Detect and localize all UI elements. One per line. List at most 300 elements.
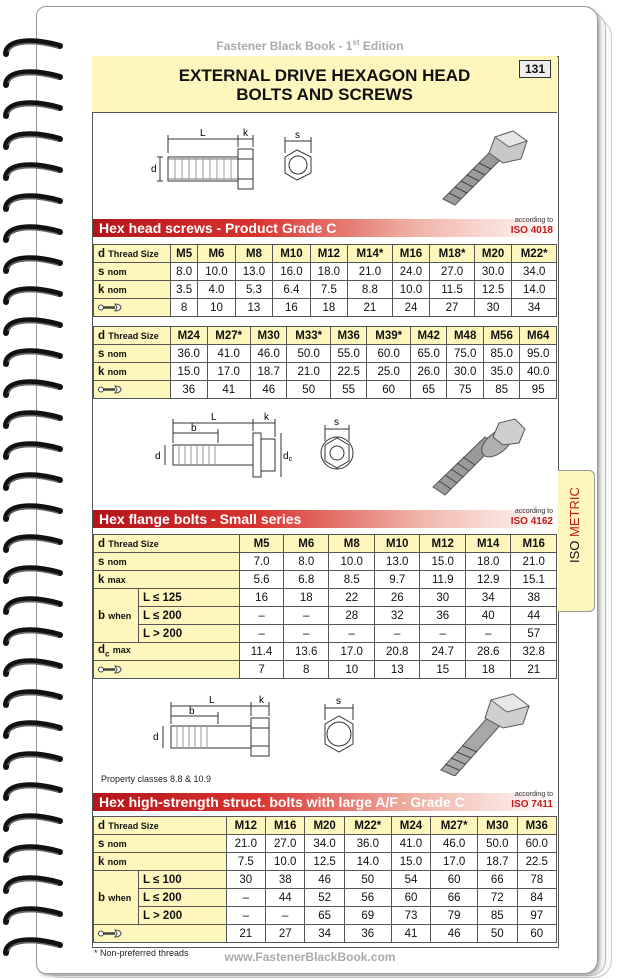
table-cell: 18.0: [310, 263, 347, 281]
diameter-label: d: [151, 164, 157, 175]
flange-bolt-illustration: [433, 419, 525, 495]
coil-ring: [2, 687, 58, 709]
table-cell: M18*: [430, 245, 475, 263]
table-cell: 12.5: [305, 853, 344, 871]
standard-reference: according to ISO 7411: [511, 791, 553, 810]
flange-bolt-drawing: [93, 403, 557, 506]
table-cell: M64: [520, 327, 557, 345]
table-cell: 8.8: [348, 281, 393, 299]
table-cell: –: [420, 625, 466, 643]
table-cell: 18: [310, 299, 347, 317]
table-cell: 75: [447, 381, 484, 399]
table-cell: 11.4: [240, 643, 284, 661]
row-label: s nom: [94, 553, 240, 571]
table-cell: 22.5: [517, 853, 556, 871]
coil-ring: [2, 873, 58, 895]
wrench-icon: [98, 385, 122, 394]
page-header: [92, 56, 557, 113]
column-header-label: d Thread Size: [94, 817, 227, 835]
table-cell: M12: [420, 535, 466, 553]
coil-ring: [2, 67, 58, 89]
length-label: L: [200, 128, 206, 139]
structural-bolt-illustration: [441, 694, 529, 776]
head-height-label: k: [259, 695, 264, 706]
table-cell: 30.0: [447, 363, 484, 381]
row-label: s nom: [94, 835, 227, 853]
coil-ring: [2, 594, 58, 616]
table-cell: M39*: [367, 327, 410, 345]
row-label: s nom: [94, 263, 171, 281]
table-cell: 95: [520, 381, 557, 399]
hex-screw-drawing: [93, 113, 557, 216]
coil-ring: [2, 160, 58, 182]
table-cell: M10: [273, 245, 310, 263]
length-condition: L ≤ 200: [139, 607, 240, 625]
table-cell: –: [329, 625, 375, 643]
table-cell: 55: [330, 381, 367, 399]
table-cell: 8.5: [329, 571, 375, 589]
table-cell: 60: [391, 889, 430, 907]
flange-bolt-table: [93, 534, 557, 679]
table-cell: 34: [465, 589, 511, 607]
length-condition: L > 200: [139, 625, 240, 643]
coil-ring: [2, 191, 58, 213]
column-header-label: d Thread Size: [94, 535, 240, 553]
table-row: [94, 889, 557, 907]
table-cell: 27.0: [430, 263, 475, 281]
section-title: Hex head screws - Product Grade C: [99, 220, 337, 236]
table-cell: 16.0: [273, 263, 310, 281]
table-cell: –: [266, 907, 305, 925]
table-row: [94, 571, 557, 589]
table-cell: 34: [305, 925, 344, 943]
table-cell: 27.0: [266, 835, 305, 853]
table-cell: 14.0: [512, 281, 557, 299]
table-cell: –: [240, 607, 284, 625]
wrench-label: [94, 661, 240, 679]
table-cell: 15.0: [171, 363, 208, 381]
footnote: * Non-preferred threads: [94, 948, 189, 958]
wrench-label: [94, 299, 171, 317]
table-cell: 8: [283, 661, 329, 679]
table-row: [94, 871, 557, 889]
table-cell: 10.0: [198, 263, 235, 281]
table-row: [94, 643, 557, 661]
section-bar-flange-bolts: [93, 510, 557, 528]
table-cell: 36: [420, 607, 466, 625]
header-row: [94, 817, 557, 835]
coil-ring: [2, 563, 58, 585]
table-row: [94, 607, 557, 625]
table-cell: 6.8: [283, 571, 329, 589]
table-cell: 32.8: [511, 643, 557, 661]
table-cell: 18.0: [465, 553, 511, 571]
table-cell: 35.0: [483, 363, 520, 381]
table-cell: 11.9: [420, 571, 466, 589]
length-condition: L ≤ 100: [139, 871, 227, 889]
hex-screw-illustration: [443, 131, 527, 205]
table-cell: 50.0: [478, 835, 517, 853]
table-cell: 7.5: [226, 853, 265, 871]
table-cell: 60: [367, 381, 410, 399]
table-cell: 32: [374, 607, 420, 625]
table-cell: 85.0: [483, 345, 520, 363]
iso-metric-tab[interactable]: ISO METRIC: [558, 470, 595, 612]
coil-ring: [2, 470, 58, 492]
table-cell: 22: [329, 589, 375, 607]
book-title: Fastener Black Book - 1st Edition: [216, 38, 404, 53]
table-row: [94, 263, 557, 281]
section-bar-hex-head-screws: [93, 219, 557, 237]
table-cell: M16: [511, 535, 557, 553]
head-height-label: k: [264, 412, 269, 423]
table-cell: 54: [391, 871, 430, 889]
wrench-icon: [98, 665, 122, 674]
table-cell: 50: [344, 871, 391, 889]
table-cell: 18.7: [250, 363, 287, 381]
wrench-icon: [98, 303, 122, 312]
table-cell: 36: [171, 381, 208, 399]
across-flats-label: s: [334, 417, 339, 428]
table-cell: M30: [478, 817, 517, 835]
table-cell: 41: [391, 925, 430, 943]
table-cell: 21: [226, 925, 265, 943]
table-cell: 24: [392, 299, 429, 317]
row-label: b when: [94, 871, 139, 925]
table-cell: 66: [478, 871, 517, 889]
table-cell: M20: [305, 817, 344, 835]
table-cell: 65: [305, 907, 344, 925]
table-row: [94, 381, 557, 399]
table-cell: M14*: [348, 245, 393, 263]
coil-ring: [2, 253, 58, 275]
coil-ring: [2, 532, 58, 554]
table-cell: 30: [420, 589, 466, 607]
table-cell: 55.0: [330, 345, 367, 363]
wrench-label: [94, 381, 171, 399]
table-cell: M56: [483, 327, 520, 345]
coil-ring: [2, 98, 58, 120]
thread-length-label: b: [189, 706, 195, 717]
column-header-label: d Thread Size: [94, 245, 171, 263]
table-cell: 25.0: [367, 363, 410, 381]
header-row: [94, 327, 557, 345]
table-cell: 28: [329, 607, 375, 625]
row-label: b when: [94, 589, 139, 643]
table-row: [94, 553, 557, 571]
table-cell: 30: [474, 299, 511, 317]
page-number: 131: [519, 60, 551, 78]
table-cell: 38: [511, 589, 557, 607]
table-cell: –: [283, 607, 329, 625]
table-cell: 15.1: [511, 571, 557, 589]
length-condition: L > 200: [139, 907, 227, 925]
table-cell: M6: [283, 535, 329, 553]
table-cell: M6: [198, 245, 235, 263]
across-flats-label: s: [336, 696, 341, 707]
table-cell: 60.0: [367, 345, 410, 363]
table-cell: M16: [392, 245, 429, 263]
table-cell: 7: [240, 661, 284, 679]
table-cell: 85: [483, 381, 520, 399]
table-cell: 46.0: [431, 835, 478, 853]
section-title: Hex high-strength struct. bolts with large A/F - Grade C: [99, 794, 465, 810]
table-row: [94, 299, 557, 317]
table-cell: 17.0: [207, 363, 250, 381]
table-cell: 69: [344, 907, 391, 925]
table-row: [94, 925, 557, 943]
coil-ring: [2, 346, 58, 368]
table-cell: 12.5: [474, 281, 511, 299]
table-cell: 26.0: [410, 363, 447, 381]
table-cell: 21.0: [348, 263, 393, 281]
table-row: [94, 835, 557, 853]
table-cell: 3.5: [171, 281, 198, 299]
table-cell: M48: [447, 327, 484, 345]
table-cell: 24.0: [392, 263, 429, 281]
coil-ring: [2, 315, 58, 337]
table-cell: M8: [235, 245, 272, 263]
table-cell: 44: [511, 607, 557, 625]
table-cell: 24.7: [420, 643, 466, 661]
table-cell: 60: [431, 871, 478, 889]
table-cell: M12: [310, 245, 347, 263]
table-cell: 20.8: [374, 643, 420, 661]
table-cell: 27: [430, 299, 475, 317]
table-cell: M22*: [512, 245, 557, 263]
table-cell: 41.0: [391, 835, 430, 853]
length-condition: L ≤ 125: [139, 589, 240, 607]
table-cell: 8: [171, 299, 198, 317]
table-cell: 13.0: [374, 553, 420, 571]
wrench-label: [94, 925, 227, 943]
coil-ring: [2, 284, 58, 306]
table-cell: 56: [344, 889, 391, 907]
table-cell: 28.6: [465, 643, 511, 661]
header-row: [94, 535, 557, 553]
table-cell: 10: [329, 661, 375, 679]
table-cell: 60.0: [517, 835, 556, 853]
coil-ring: [2, 656, 58, 678]
table-cell: 46: [250, 381, 287, 399]
row-label: s nom: [94, 345, 171, 363]
coil-ring: [2, 718, 58, 740]
table-cell: 10.0: [329, 553, 375, 571]
table-cell: 52: [305, 889, 344, 907]
table-cell: 46.0: [250, 345, 287, 363]
table-cell: 46: [431, 925, 478, 943]
table-row: [94, 853, 557, 871]
table-cell: M8: [329, 535, 375, 553]
table-cell: 15: [420, 661, 466, 679]
table-cell: M27*: [431, 817, 478, 835]
table-cell: 12.9: [465, 571, 511, 589]
table-cell: M22*: [344, 817, 391, 835]
property-classes-note: Property classes 8.8 & 10.9: [101, 774, 212, 784]
table-cell: M16: [266, 817, 305, 835]
table-cell: 84: [517, 889, 556, 907]
table-cell: M24: [171, 327, 208, 345]
table-cell: –: [240, 625, 284, 643]
flange-bolt-diagram: [93, 403, 557, 506]
table-cell: 13: [235, 299, 272, 317]
table-cell: 13: [374, 661, 420, 679]
coil-ring: [2, 625, 58, 647]
table-cell: 9.7: [374, 571, 420, 589]
coil-ring: [2, 129, 58, 151]
table-cell: 40.0: [520, 363, 557, 381]
wrench-icon: [98, 929, 122, 938]
table-cell: 30: [226, 871, 265, 889]
coil-ring: [2, 222, 58, 244]
table-cell: 75.0: [447, 345, 484, 363]
table-row: [94, 907, 557, 925]
table-cell: 78: [517, 871, 556, 889]
standard-reference: according to ISO 4162: [510, 508, 553, 527]
diameter-label: d: [155, 451, 161, 462]
standard-reference: according to ISO 4018: [510, 217, 553, 236]
table-cell: 66: [431, 889, 478, 907]
table-cell: M42: [410, 327, 447, 345]
table-cell: M27*: [207, 327, 250, 345]
table-cell: 65.0: [410, 345, 447, 363]
head-height-label: k: [243, 128, 248, 139]
table-cell: 46: [305, 871, 344, 889]
table-cell: M24: [391, 817, 430, 835]
table-cell: 40: [465, 607, 511, 625]
table-cell: 5.6: [240, 571, 284, 589]
table-cell: 10.0: [266, 853, 305, 871]
table-cell: 38: [266, 871, 305, 889]
table-cell: 41.0: [207, 345, 250, 363]
table-row: [94, 589, 557, 607]
diameter-label: d: [153, 732, 159, 743]
length-label: L: [211, 412, 217, 423]
structural-bolt-table: [93, 816, 557, 943]
table-cell: M33*: [287, 327, 330, 345]
table-cell: 50.0: [287, 345, 330, 363]
table-cell: 30.0: [474, 263, 511, 281]
table-row: [94, 363, 557, 381]
table-row: [94, 281, 557, 299]
table-cell: M10: [374, 535, 420, 553]
coil-ring: [2, 842, 58, 864]
table-cell: 36.0: [171, 345, 208, 363]
table-cell: 60: [517, 925, 556, 943]
table-cell: 18: [283, 589, 329, 607]
coil-ring: [2, 811, 58, 833]
table-cell: 26: [374, 589, 420, 607]
table-cell: 5.3: [235, 281, 272, 299]
table-cell: 36: [344, 925, 391, 943]
table-cell: 27: [266, 925, 305, 943]
hex-screw-diagram: [93, 113, 557, 216]
table-cell: 21: [511, 661, 557, 679]
table-cell: 6.4: [273, 281, 310, 299]
table-cell: 21.0: [226, 835, 265, 853]
row-label: k max: [94, 571, 240, 589]
table-cell: 7.0: [240, 553, 284, 571]
section-bar-structural-bolts: [93, 793, 557, 811]
table-cell: –: [226, 907, 265, 925]
page-title: EXTERNAL DRIVE HEXAGON HEAD BOLTS AND SCREWS: [178, 66, 471, 104]
coil-ring: [2, 439, 58, 461]
coil-ring: [2, 749, 58, 771]
row-label: $d_c$ max: [94, 643, 240, 661]
table-cell: 10: [198, 299, 235, 317]
footer-url: www.FastenerBlackBook.com: [224, 950, 396, 964]
length-condition: L ≤ 200: [139, 889, 227, 907]
coil-ring: [2, 501, 58, 523]
table-cell: 16: [273, 299, 310, 317]
table-cell: 7.5: [310, 281, 347, 299]
table-cell: M5: [240, 535, 284, 553]
table-cell: 41: [207, 381, 250, 399]
table-cell: M36: [330, 327, 367, 345]
table-cell: M14: [465, 535, 511, 553]
table-cell: 21.0: [287, 363, 330, 381]
structural-bolt-drawing: [93, 686, 557, 776]
table-cell: 36.0: [344, 835, 391, 853]
table-cell: 13.0: [235, 263, 272, 281]
table-cell: 21.0: [511, 553, 557, 571]
hex-head-table-1: [93, 244, 557, 317]
table-cell: –: [226, 889, 265, 907]
table-cell: 34: [512, 299, 557, 317]
column-header-label: d Thread Size: [94, 327, 171, 345]
table-cell: 17.0: [431, 853, 478, 871]
table-cell: 10.0: [392, 281, 429, 299]
coil-ring: [2, 904, 58, 926]
table-cell: 4.0: [198, 281, 235, 299]
table-cell: 11.5: [430, 281, 475, 299]
thread-length-label: b: [191, 423, 197, 434]
table-cell: 8.0: [171, 263, 198, 281]
length-label: L: [209, 695, 215, 706]
table-cell: 57: [511, 625, 557, 643]
table-cell: 21: [348, 299, 393, 317]
row-label: k nom: [94, 281, 171, 299]
table-cell: –: [465, 625, 511, 643]
table-cell: M20: [474, 245, 511, 263]
table-cell: 14.0: [344, 853, 391, 871]
table-cell: –: [374, 625, 420, 643]
table-cell: –: [283, 625, 329, 643]
table-cell: M36: [517, 817, 556, 835]
table-cell: 95.0: [520, 345, 557, 363]
coil-ring: [2, 377, 58, 399]
table-cell: 34.0: [512, 263, 557, 281]
coil-ring: [2, 780, 58, 802]
across-flats-label: s: [295, 130, 300, 141]
table-row: [94, 661, 557, 679]
table-cell: M12: [226, 817, 265, 835]
table-row: [94, 625, 557, 643]
table-cell: 22.5: [330, 363, 367, 381]
table-cell: M5: [171, 245, 198, 263]
table-cell: 34.0: [305, 835, 344, 853]
table-cell: 18.7: [478, 853, 517, 871]
table-cell: 50: [478, 925, 517, 943]
row-label: k nom: [94, 853, 227, 871]
table-cell: 8.0: [283, 553, 329, 571]
table-cell: 79: [431, 907, 478, 925]
section-title: Hex flange bolts - Small series: [99, 511, 302, 527]
table-cell: 18: [465, 661, 511, 679]
row-label: k nom: [94, 363, 171, 381]
table-cell: M30: [250, 327, 287, 345]
table-row: [94, 345, 557, 363]
